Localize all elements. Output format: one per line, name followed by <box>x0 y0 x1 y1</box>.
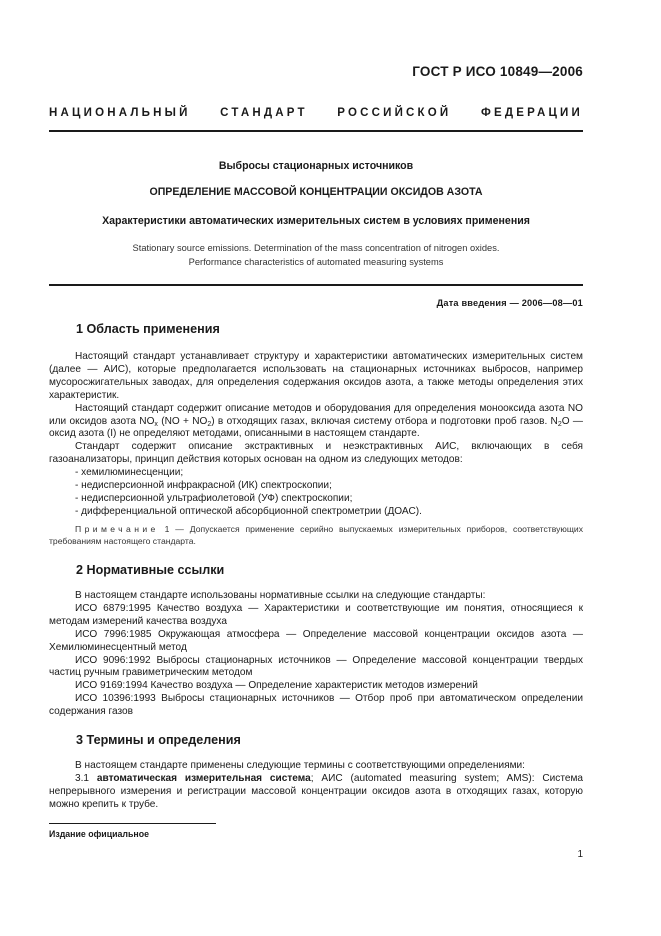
section-3-body <box>49 760 583 812</box>
reference-item: ИСО 9096:1992 Выбросы стационарных источников — Определение массовой концентрации твердых частиц ручным гравиметрическим методом <box>49 654 583 679</box>
term-number: 3.1 <box>75 772 97 784</box>
reference-item: ИСО 9169:1994 Качество воздуха — Определение характеристик методов измерений <box>75 680 478 692</box>
reference-item: ИСО 6879:1995 Качество воздуха — Характеристики и соответствующие им понятия, относящиеся к методам измерений качества воздуха <box>49 602 583 627</box>
footer-rule <box>49 823 216 824</box>
reference-item: ИСО 10396:1993 Выбросы стационарных источников — Отбор проб при автоматическом определении содержания газов <box>49 693 583 718</box>
edition-label: Издание официальное <box>49 829 149 839</box>
reference-item: ИСО 7996:1985 Окружающая атмосфера — Определение массовой концентрации оксидов азота — Хемилюминесцентный метод <box>49 628 583 653</box>
section-1-heading: 1 Область применения <box>76 322 220 336</box>
banner-rule <box>49 130 583 132</box>
title-english <box>49 242 583 269</box>
section-1-para-2: Настоящий стандарт содержит описание методов и оборудования для определения монооксида азота NO или оксидов азота $NO_x$ $(NO + NO_2)$ в отходящих газах, включая систему отбора и подготовки проб газов. $N_2O$ — оксид азота (I) не определяют методами, описанными в настоящем стандарте. <box>49 402 584 440</box>
section-2-intro: В настоящем стандарте использованы нормативные ссылки на следующие стандарты: <box>75 590 486 601</box>
section-1-note <box>49 523 583 548</box>
title-english-line-1: Stationary source emissions. Determination of the mass concentration of nitrogen oxides. <box>132 243 500 253</box>
title-subject: Выбросы стационарных источников <box>218 160 414 172</box>
term-3-1 <box>49 773 583 812</box>
section-2-body <box>49 590 583 719</box>
title-english-line-2: Performance characteristics of automated measuring systems <box>188 256 444 267</box>
method-item: - дифференциальной оптической абсорбционной спектрометрии (ДОАС). <box>75 505 422 517</box>
method-item: - хемилюминесценции; <box>75 467 184 479</box>
title-main: ОПРЕДЕЛЕНИЕ МАССОВОЙ КОНЦЕНТРАЦИИ ОКСИДОВ АЗОТА <box>149 186 483 198</box>
title-subtitle: Характеристики автоматических измерительных систем в условиях применения <box>102 215 530 227</box>
section-1-para-1: Настоящий стандарт устанавливает структуру и характеристики автоматических измерительных систем (далее — АИС), которые предполагается использовать на стационарных источниках выбросов, например мусоросжигательных заводах, для определения содержания оксидов азота, а также методы определения этих характеристик. <box>49 351 583 401</box>
standard-banner: НАЦИОНАЛЬНЫЙ СТАНДАРТ РОССИЙСКОЙ ФЕДЕРАЦИИ <box>49 107 583 119</box>
note-label: Примечание <box>75 524 159 534</box>
section-1-body <box>49 351 583 519</box>
section-3-intro: В настоящем стандарте применены следующие термины с соответствующими определениями: <box>75 760 525 771</box>
method-item: - недисперсионной инфракрасной (ИК) спектроскопии; <box>75 480 332 492</box>
section-2-heading: 2 Нормативные ссылки <box>76 563 225 577</box>
document-id: ГОСТ Р ИСО 10849—2006 <box>412 64 583 79</box>
term-definition: ; АИС (automated measuring system; AMS): Система непрерывного измерения и регистрации массовой концентрации оксидов азота в отходящих газах, которую можно крепить к трубе. <box>49 772 584 810</box>
section-1-para-3: Стандарт содержит описание экстрактивных и неэкстрактивных АИС, включающих в себя газоанализаторы, принцип действия которых основан на одном из следующих методов: <box>49 441 583 466</box>
page-number: 1 <box>577 849 583 860</box>
note-text: 1 — Допускается применение серийно выпускаемых измерительных приборов, соответствующих требованиям настоящего стандарта. <box>49 524 583 547</box>
term-name: автоматическая измерительная система <box>96 772 311 784</box>
introduction-date: Дата введения — 2006—08—01 <box>436 298 583 308</box>
method-item: - недисперсионной ультрафиолетовой (УФ) спектроскопии; <box>75 492 353 504</box>
section-3-heading: 3 Термины и определения <box>76 733 241 747</box>
title-rule <box>49 284 583 286</box>
